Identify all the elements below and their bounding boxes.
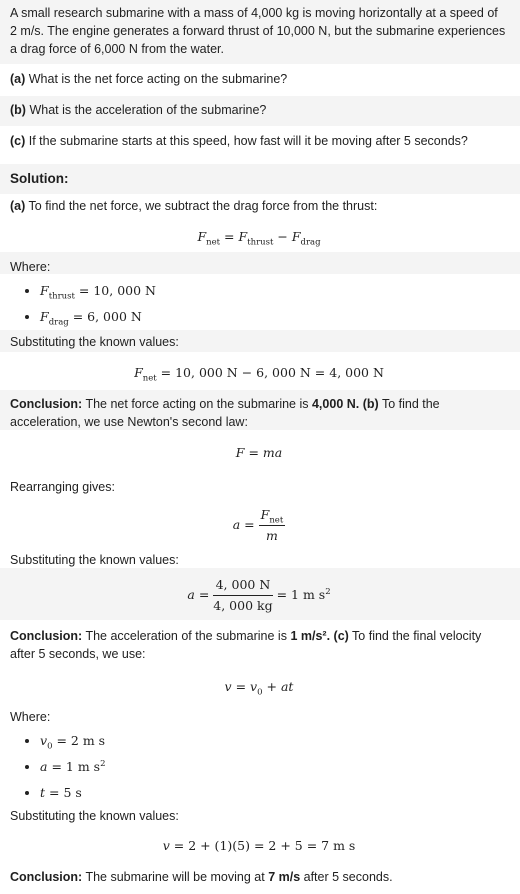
question-b-label: (b) xyxy=(10,103,26,117)
final-velocity-calculation: v = 2 + (1)(5) = 2 + 5 = 7 m s xyxy=(162,838,356,853)
question-c xyxy=(10,132,508,150)
conclusion-a-value: 4,000 N. xyxy=(311,397,360,411)
substituting-label-2: Substituting the known values: xyxy=(10,553,179,567)
list-item-drag: $F_{drag} = 6$, 000 N xyxy=(10,304,508,330)
part-a-intro xyxy=(10,197,508,215)
thrust-value: 10, 000 N xyxy=(93,283,156,298)
conclusion-c-text: The submarine will be moving at xyxy=(82,870,269,884)
conclusion-b xyxy=(10,627,508,663)
conclusion-a-text: The net force acting on the submarine is xyxy=(82,397,312,411)
question-a-text: What is the net force acting on the submarine? xyxy=(25,72,288,86)
t-value: 5 s xyxy=(63,785,82,800)
accel-calc-fraction xyxy=(213,576,272,615)
a-value: 1 m s xyxy=(65,759,101,774)
problem-statement: A small research submarine with a mass of 4,000 kg is moving horizontally at a speed of 2 m/s. The engine generates a forward thrust of 10,000 N, but the submarine experiences a drag force of 6,000 N from the water. xyxy=(10,6,506,56)
question-b-text: What is the acceleration of the submarine? xyxy=(25,103,267,117)
where-label-1: Where: xyxy=(10,260,51,274)
question-c-label: (c) xyxy=(10,134,26,148)
force-values-list xyxy=(10,278,508,330)
accel-calculation: a = $\frac{4, 000 N}{4, 000 kg}$ = 1 m $s^2$ xyxy=(187,577,331,613)
part-a-intro-text: To find the net force, we subtract the drag force from the thrust: xyxy=(25,199,378,213)
conclusion-c-label: Conclusion: xyxy=(10,870,83,884)
where-label-2: Where: xyxy=(10,710,51,724)
list-item-v0: $v_0 = 2$ m s xyxy=(10,728,508,754)
newton-second-law: F = ma xyxy=(235,445,283,460)
velocity-values-list xyxy=(10,728,508,806)
drag-value: 6, 000 N xyxy=(87,309,142,324)
accel-numerator: 4, 000 N xyxy=(213,576,272,596)
v0-value: 2 m s xyxy=(70,733,106,748)
question-a-label: (a) xyxy=(10,72,26,86)
list-item-thrust: $F_{thrust} = 10$, 000 N xyxy=(10,278,508,304)
substituting-label-1: Substituting the known values: xyxy=(10,335,179,349)
accel-fraction: $\frac{F_{net}}{m}$ xyxy=(260,507,284,543)
conclusion-c xyxy=(10,868,508,886)
conclusion-b-value: 1 m/s². xyxy=(290,629,331,643)
conclusion-c-value: 7 m/s xyxy=(268,870,301,884)
question-a xyxy=(10,70,508,88)
list-item-a: a = 1 m $s^2$ xyxy=(10,754,508,780)
part-c-label: (c) xyxy=(333,629,349,643)
list-item-t: t = 5 s xyxy=(10,780,508,806)
substituting-label-3: Substituting the known values: xyxy=(10,809,179,823)
accel-denominator: 4, 000 kg xyxy=(213,598,273,613)
conclusion-a xyxy=(10,395,508,431)
accel-result: 1 m s xyxy=(291,587,326,602)
velocity-equation: $v = v_0$ + at xyxy=(224,679,294,698)
conclusion-a-label: Conclusion: xyxy=(10,397,83,411)
net-force-calculation: $F_{net} = 10$, 000 N − 6, 000 N = 4, 000 N xyxy=(134,365,384,384)
net-force-equation: $F_{net} = F_{thrust} - F_{drag}$ xyxy=(197,229,321,248)
question-b xyxy=(10,101,508,119)
conclusion-b-label: Conclusion: xyxy=(10,629,83,643)
part-c-intro-text: To find the final velocity after 5 seconds, we use: xyxy=(10,629,482,661)
final-calc-text: 2 + (1)(5) = 2 + 5 = 7 m s xyxy=(188,838,356,853)
conclusion-b-text: The acceleration of the submarine is xyxy=(82,629,291,643)
conclusion-c-tail: after 5 seconds. xyxy=(300,870,393,884)
net-force-calc-text: 10, 000 N − 6, 000 N = 4, 000 N xyxy=(175,365,384,380)
part-a-label: (a) xyxy=(10,199,26,213)
rearranging-label: Rearranging gives: xyxy=(10,480,115,494)
question-c-text: If the submarine starts at this speed, how fast will it be moving after 5 seconds? xyxy=(25,134,468,148)
accel-formula: a = $\frac{F_{net}}{m}$ xyxy=(232,507,284,543)
solution-heading: Solution: xyxy=(10,171,69,186)
part-b-label: (b) xyxy=(362,397,379,411)
part-b-intro-text: To find the acceleration, we use Newton's second law: xyxy=(10,397,440,429)
